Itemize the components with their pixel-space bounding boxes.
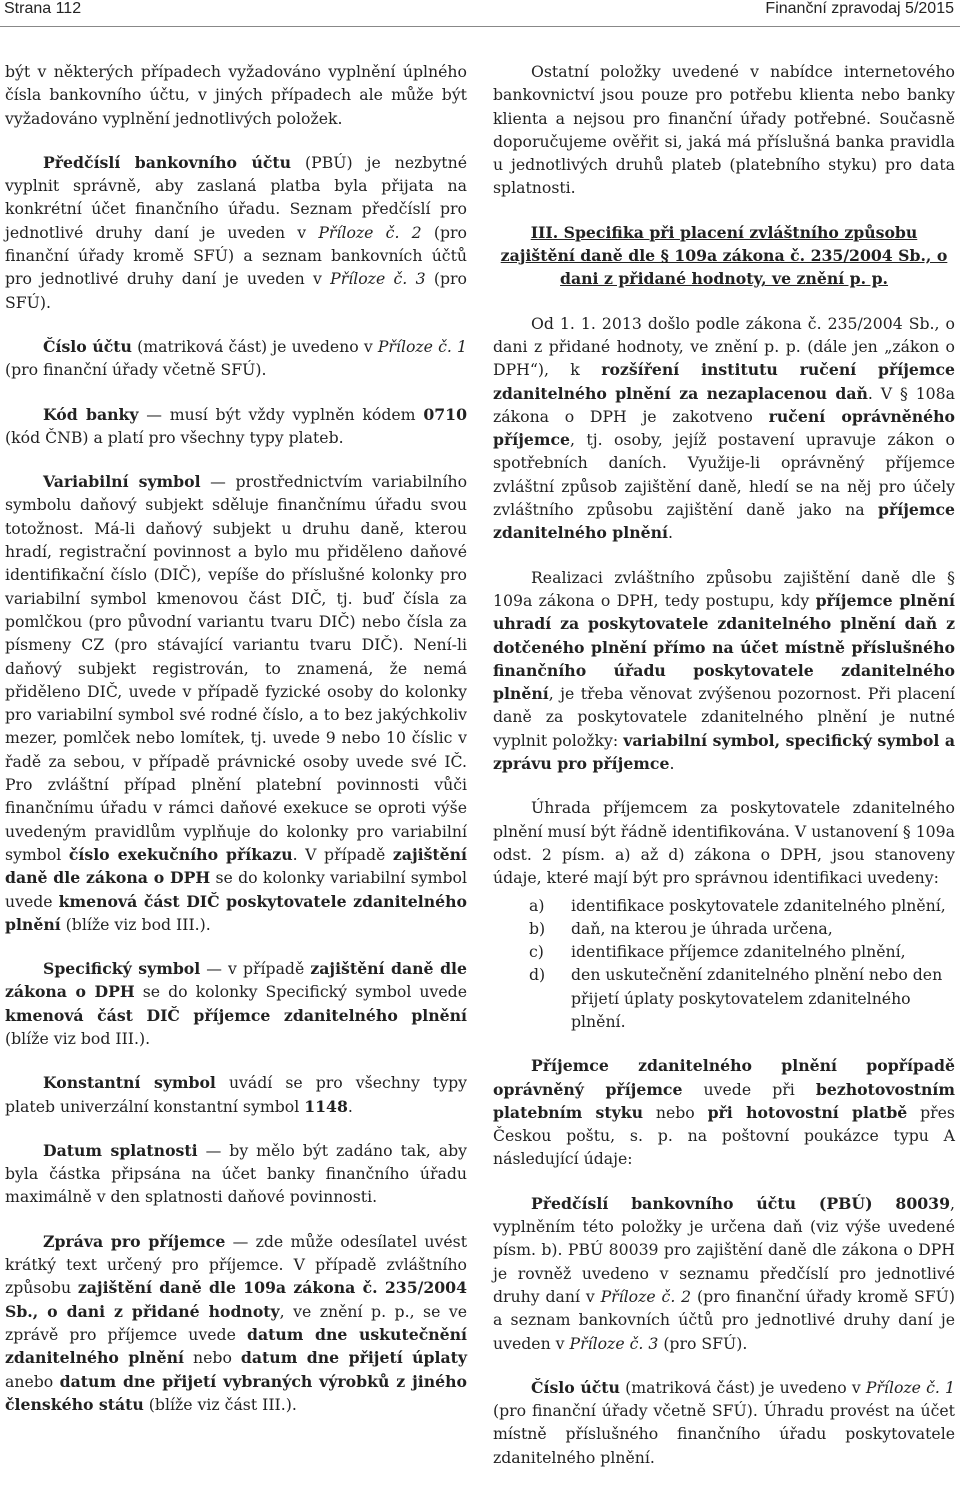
paragraph-bank-code: Kód banky — musí být vždy vyplněn kódem 0710 (kód ČNB) a platí pro všechny typy plateb.: [5, 404, 467, 447]
term: Zpráva pro příjemce: [43, 1231, 226, 1251]
term: Variabilní symbol: [43, 472, 201, 492]
annex-ref: Příloze č. 3: [569, 1333, 659, 1353]
paragraph-variable-symbol: Variabilní symbol — prostřednictvím variabilního symbolu daňový subjekt sděluje finančnímu úřadu svou totožnost. Má-li daňový subjekt u druhu daně, kterou hradí, registrační povinnost a bylo mu přiděleno daňové identifikační číslo (DIČ), vepíše do příslušné kolonky pro variabilní symbol kmenovou část DIČ, tj. buď čísla za pomlčkou (pro původní variantu tvaru DIČ) nebo čísla za písmeny CZ (pro stávající variantu tvaru DIČ). Není-li daňový subjekt registrován, to znamená, že nemá přiděleno DIČ, uvede v případě fyzické osoby do kolonky pro variabilní symbol své rodné číslo, a to bez jakýchkoliv mezer, pomlček nebo lomítek, tj. uvede 9 nebo 10 číslic v řadě za sebou, v případě právnické osoby uvede své IČ. Pro zvláštní případ plnění platební povinnosti vůči finančnímu úřadu v rámci daňové exekuce se oproti výše uvedeným pravidlům vyplňuje do kolonky pro variabilní symbol číslo exekučního příkazu. V případě zajištění daně dle zákona o DPH se do kolonky variabilní symbol uvede kmenová část DIČ poskytovatele zdanitelného plnění (blíže viz bod III.).: [5, 472, 468, 934]
term: Specifický symbol: [43, 959, 201, 979]
paragraph: Realizaci zvláštního způsobu zajištění daně dle § 109a zákona o DPH, tedy postupu, kdy příjemce plnění uhradí za poskytovatele zdanitelného plnění daň z dotčeného plnění přímo na účet místně příslušného finančního úřadu poskytovatele zdanitelného plnění, je třeba věnovat zvýšenou pozornost. Při placení daně za poskytovatele zdanitelného plnění je nutné vyplnit položky: variabilní symbol, specifický symbol a zprávu pro příjemce.: [493, 567, 956, 774]
page-header: [0, 0, 960, 22]
list-item: b) daň, na kterou je úhrada určena,: [529, 918, 833, 938]
page-number: Strana 112: [4, 0, 82, 17]
paragraph-account-number: Číslo účtu (matriková část) je uvedeno v Příloze č. 1 (pro finanční úřady včetně SFÚ).: [5, 336, 467, 380]
paragraph-due-date: Datum splatnosti — by mělo být zadáno tak, aby byla částka připsána na účet banky finančního úřadu maximálně v den splatnosti daňové povinnosti.: [5, 1140, 467, 1207]
list-item: d) den uskutečnění zdanitelného plnění nebo den přijetí úplaty poskytovatelem zdanitelného plnění.: [529, 965, 943, 1031]
paragraph-specific-symbol: Specifický symbol — v případě zajištění daně dle zákona o DPH se do kolonky Specifický symbol uvede kmenová část DIČ příjemce zdanitelného plnění (blíže viz bod III.).: [5, 959, 467, 1048]
term: Konstantní symbol: [43, 1073, 216, 1093]
paragraph: Ostatní položky uvedené v nabídce internetového bankovnictví jsou pouze pro potřebu klienta nebo banky klienta a nejsou pro finanční úřady potřebné. Současně doporučujeme ověřit si, jaká má příslušná banka pravidla u jednotlivých druhů plateb (platebního styku) pro data splatnosti.: [493, 62, 955, 198]
term: Datum splatnosti: [43, 1140, 198, 1160]
paragraph: být v některých případech vyžadováno vyplnění úplného čísla bankovního účtu, v jiných případech ale může být vyžadováno vyplnění jednotlivých položek.: [5, 62, 467, 128]
paragraph: Úhrada příjemcem za poskytovatele zdanitelného plnění musí být řádně identifikována. V ustanovení § 109a odst. 2 písm. a) až d) zákona o DPH, jsou stanoveny údaje, které mají být pro správnou identifikaci uvedeny:: [493, 798, 955, 888]
annex-ref: Příloze č. 2: [318, 222, 422, 242]
paragraph: Předčíslí bankovního účtu (PBÚ) 80039, vyplněním této položky je určena daň (viz výše uvedené písm. b). PBÚ 80039 pro zajištění daně dle zákona o DPH je rovněž uvedeno v seznamu předčíslí pro jednotlivé druhy daní v Příloze č. 2 (pro finanční úřady kromě SFÚ) a seznam bankovních účtů pro jednotlivé druhy daní je uveden v Příloze č. 3 (pro SFÚ).: [493, 1193, 955, 1353]
left-column: [5, 60, 467, 1437]
paragraph: Od 1. 1. 2013 došlo podle zákona č. 235/2004 Sb., o dani z přidané hodnoty, ve znění p. p. (dále jen „zákon o DPH“), k rozšíření institutu ručení příjemce zdanitelného plnění za nezaplacenou daň. V § 108a zákona o DPH je zakotveno ručení oprávněného příjemce, tj. osoby, jejíž postavení upravuje zákon o spotřebních daních. Využije-li oprávněný příjemce zvláštní způsob zajištění daně, hledí se na něj pro účely zvláštního způsobu zajištění daně jako na příjemce zdanitelného plnění.: [493, 313, 956, 543]
annex-ref: Příloze č. 3: [330, 269, 426, 289]
journal-title: Finanční zpravodaj 5/2015: [765, 0, 954, 17]
section-heading: III. Specifika při placení zvláštního způsobu zajištění daně dle § 109a zákona č. 235/2004 Sb., o dani z přidané hodnoty, ve znění p. p.: [500, 222, 948, 289]
annex-ref: Příloze č. 1: [377, 336, 467, 356]
paragraph-pbu: Předčíslí bankovního účtu (PBÚ) je nezbytné vyplnit správně, aby zaslaná platba byla přijata na konkrétní účet finančního úřadu. Seznam předčíslí pro jednotlivé druhy daní je uveden v Příloze č. 2 (pro finanční úřady kromě SFÚ) a seznam bankovních účtů pro jednotlivé druhy daní je uveden v Příloze č. 3 (pro SFÚ).: [5, 152, 468, 312]
annex-ref: Příloze č. 1: [865, 1377, 955, 1397]
right-column: [493, 60, 955, 1490]
paragraph: Příjemce zdanitelného plnění popřípadě oprávněný příjemce uvede při bezhotovostním platebním styku nebo při hotovostní platbě přes Českou poštu, s. p. na poštovní poukázce typu A následující údaje:: [493, 1056, 955, 1169]
paragraph-constant-symbol: Konstantní symbol uvádí se pro všechny typy plateb univerzální konstantní symbol 1148.: [5, 1073, 467, 1116]
list-item: c) identifikace příjemce zdanitelného plnění,: [529, 942, 906, 962]
list-item: a) identifikace poskytovatele zdanitelného plnění,: [529, 895, 946, 915]
paragraph-message: Zpráva pro příjemce — zde může odesílatel uvést krátký text určený pro příjemce. V případě zvláštního způsobu zajištění daně dle 109a zákona č. 235/2004 Sb., o dani z přidané hodnoty, ve znění p. p., se ve zprávě pro příjemce uvede datum dne uskutečnění zdanitelného plnění nebo datum dne přijetí úplaty anebo datum dne přijetí vybraných výrobků z jiného členského státu (blíže viz část III.).: [5, 1231, 467, 1414]
annex-ref: Příloze č. 2: [600, 1286, 692, 1306]
identification-list: [493, 894, 955, 1034]
term: Kód banky: [43, 404, 139, 424]
term: Předčíslí bankovního účtu: [43, 152, 292, 172]
header-rule: [0, 26, 960, 27]
paragraph: Číslo účtu (matriková část) je uvedeno v Příloze č. 1 (pro finanční úřady včetně SFÚ). Úhradu provést na účet místně příslušného finančního úřadu poskytovatele zdanitelného plnění.: [493, 1377, 955, 1467]
term: Číslo účtu: [43, 336, 132, 356]
